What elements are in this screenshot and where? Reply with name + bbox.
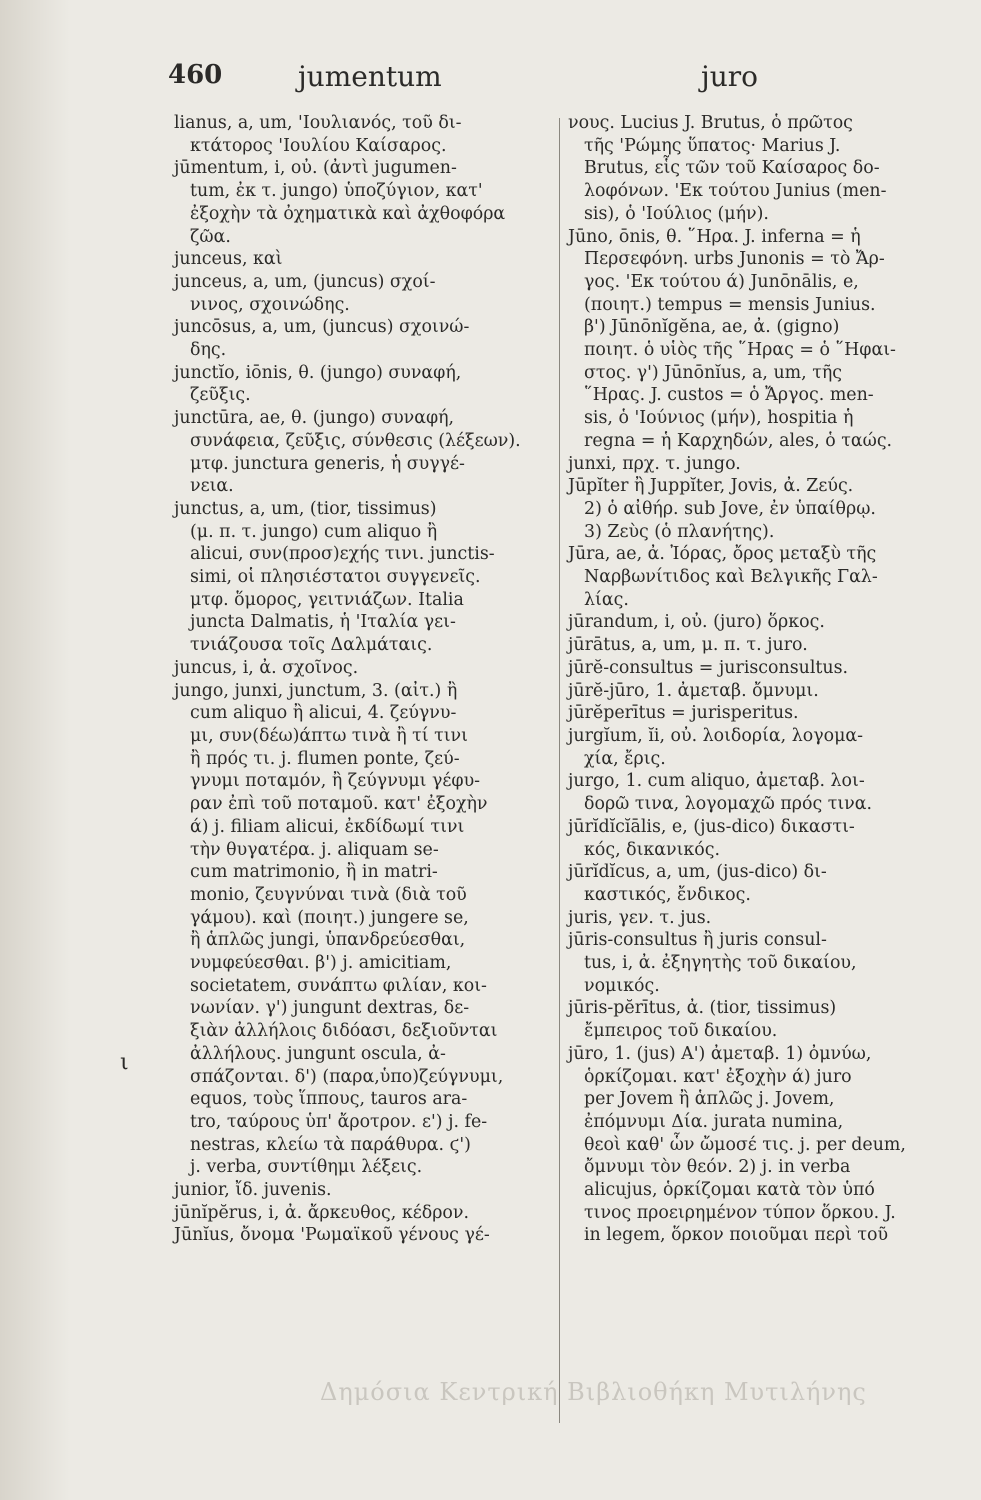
- entry-line: γνυμι ποταμόν, ἢ ζεύγνυμι γέφυ-: [190, 771, 481, 792]
- entry-line: γος. 'Εκ τούτου ά) Junōnālis, e,: [584, 271, 859, 292]
- entry-line: νυμφεύεσθαι. β') j. amicitiam,: [190, 953, 452, 974]
- entry-line: j. verba, συντίθημι λέξεις.: [190, 1157, 423, 1178]
- entry-headline: jungo, junxi, junctum, 3. (αἰτ.) ἢ: [174, 680, 458, 701]
- entry-line: (ποιητ.) tempus = mensis Junius.: [584, 294, 876, 315]
- entry-headline: Jūra, ae, ἀ. Ἰόρας, ὄρος μεταξὺ τῆς: [568, 544, 877, 565]
- dictionary-entry: [174, 248, 559, 271]
- entry-headline: Jūnĭus, ὄνομα 'Ρωμαϊκοῦ γένους γέ-: [174, 1225, 490, 1246]
- entry-line: μι, συν(δέω)άπτω τινὰ ἢ τί τινι: [190, 725, 468, 746]
- entry-headline: junctus, a, um, (tior, tissimus): [174, 498, 437, 519]
- guide-word-right: juro: [701, 60, 758, 93]
- dictionary-entry: [568, 929, 953, 997]
- entry-line: ζῶα.: [190, 226, 231, 247]
- entry-line: tus, i, ἀ. ἐξηγητὴς τοῦ δικαίου,: [584, 953, 857, 974]
- entry-line: νινος, σχοινώδης.: [190, 294, 350, 315]
- entry-headline: junceus, καὶ: [174, 249, 283, 270]
- dictionary-entry: [568, 770, 953, 815]
- entry-line: κός, δικανικός.: [584, 839, 721, 860]
- entry-line: ραν ἐπὶ τοῦ ποταμοῦ. κατ' ἐξοχὴν: [190, 794, 488, 815]
- dictionary-entry: [174, 498, 559, 657]
- entry-line: Brutus, εἷς τῶν τοῦ Καίσαρος δο-: [584, 158, 880, 179]
- entry-headline: jūrĭdĭcĭālis, e, (jus-dico) δικαστι-: [568, 816, 855, 837]
- dictionary-entry: [568, 861, 953, 906]
- entry-line: χία, ἔρις.: [584, 748, 666, 769]
- entry-line: sis), ὁ 'Ιούλιος (μήν).: [584, 203, 769, 224]
- dictionary-entry: [568, 997, 953, 1042]
- entry-line: monio, ζευγνύναι τινὰ (διὰ τοῦ: [190, 884, 467, 905]
- dictionary-entry: [174, 680, 559, 1179]
- entry-headline: junior, ἴδ. juvenis.: [174, 1180, 332, 1201]
- entry-line: λίας.: [584, 589, 629, 610]
- entry-headline: junctūra, ae, θ. (jungo) συναφή,: [174, 408, 455, 429]
- entry-line: γάμου). καὶ (ποιητ.) jungere se,: [190, 907, 469, 928]
- entry-line: ῞Ηρας. J. custos = ὁ Ἄργος. men-: [584, 385, 874, 406]
- left-column: [174, 112, 559, 1247]
- entry-line: τνιάζουσα τοῖς Δαλμάταις.: [190, 635, 433, 656]
- entry-headline: jūro, 1. (jus) Α') ἀμεταβ. 1) ὀμνύω,: [568, 1043, 872, 1064]
- entry-headline: jūmentum, i, οὐ. (ἀντὶ jugumen-: [174, 158, 457, 179]
- entry-line: 3) Ζεὺς (ὁ πλανήτης).: [584, 521, 775, 542]
- entry-line: nestras, κλείω τὰ παράθυρα. ϛ'): [190, 1134, 471, 1155]
- entry-headline: junxi, πρχ. τ. jungo.: [568, 453, 741, 474]
- entry-line: τῆς 'Ρώμης ὕπατος· Marius J.: [584, 135, 841, 156]
- entry-line: juncta Dalmatis, ἡ 'Ιταλία γει-: [190, 612, 456, 633]
- dictionary-entry: [568, 112, 953, 226]
- entry-line: ὁρκίζομαι. κατ' ἐξοχὴν ά) juro: [584, 1066, 852, 1087]
- entry-line: cum aliquo ἢ alicui, 4. ζεύγνυ-: [190, 703, 457, 724]
- margin-mark: ι: [120, 1050, 129, 1075]
- page-header: [168, 60, 818, 100]
- entry-line: μτφ. junctura generis, ἡ συγγέ-: [190, 453, 465, 474]
- entry-line: per Jovem ἢ ἁπλῶς j. Jovem,: [584, 1089, 835, 1110]
- entry-headline: juncus, i, ἀ. σχοῖνος.: [174, 657, 359, 678]
- dictionary-entry: [174, 1179, 559, 1202]
- dictionary-entry: [568, 816, 953, 861]
- dictionary-entry: [568, 475, 953, 543]
- dictionary-entry: [174, 157, 559, 248]
- entry-line: in legem, ὅρκον ποιοῦμαι περὶ τοῦ: [584, 1225, 889, 1246]
- dictionary-entry: [174, 271, 559, 316]
- column-divider: [559, 118, 560, 1423]
- entry-line: ζεῦξις.: [190, 385, 251, 406]
- entry-line: cum matrimonio, ἢ in matri-: [190, 862, 438, 883]
- entry-line: regna = ἡ Καρχηδών, ales, ὁ ταώς.: [584, 430, 893, 451]
- entry-line: ἐξοχὴν τὰ ὀχηματικὰ καὶ ἀχθοφόρα: [190, 203, 506, 224]
- entry-headline: juris, γεν. τ. jus.: [568, 907, 712, 928]
- entry-line: νομικός.: [584, 975, 660, 996]
- entry-headline: junctĭo, iōnis, θ. (jungo) συναφή,: [174, 362, 462, 383]
- entry-headline: jūris-consultus ἢ juris consul-: [568, 930, 827, 951]
- entry-line: συνάφεια, ζεῦξις, σύνθεσις (λέξεων).: [190, 430, 521, 451]
- dictionary-entry: [568, 634, 953, 657]
- entry-line: μτφ. ὅμορος, γειτνιάζων. Italia: [190, 589, 464, 610]
- dictionary-entry: [568, 725, 953, 770]
- entry-headline: jūnĭpĕrus, i, ἀ. ἄρκευθος, κέδρον.: [174, 1202, 469, 1223]
- dictionary-entry: [568, 543, 953, 611]
- entry-line: λοφόνων. 'Εκ τούτου Junius (men-: [584, 181, 887, 202]
- entry-line: alicui, συν(προσ)εχής τινι. junctis-: [190, 544, 495, 565]
- entry-headline: νους. Lucius J. Brutus, ὁ πρῶτος: [568, 113, 853, 133]
- entry-line: ξιὰν ἀλλήλοις διδόασι, δεξιοῦνται: [190, 1021, 498, 1042]
- entry-line: tro, ταύρους ὑπ' ἄροτρον. ε') j. fe-: [190, 1111, 488, 1132]
- gutter-shadow: [0, 0, 70, 1500]
- dictionary-entry: [174, 1224, 559, 1247]
- entry-line: νεια.: [190, 476, 234, 497]
- entry-line: ἔμπειρος τοῦ δικαίου.: [584, 1021, 778, 1042]
- dictionary-entry: [174, 407, 559, 498]
- entry-line: τὴν θυγατέρα. j. aliquam se-: [190, 839, 439, 860]
- entry-headline: lianus, a, um, 'Ιουλιανός, τοῦ δι-: [174, 113, 462, 133]
- entry-headline: jurgĭum, ĭi, οὐ. λοιδορία, λογομα-: [568, 725, 863, 746]
- entry-headline: jūrĕ-consultus = jurisconsultus.: [568, 657, 849, 678]
- dictionary-entry: [174, 316, 559, 361]
- page-number: 460: [168, 60, 223, 90]
- right-column: [568, 112, 953, 1247]
- entry-headline: Jūno, ōnis, θ. ῞Ηρα. J. inferna = ἡ: [568, 226, 861, 247]
- entry-line: ἢ ἁπλῶς jungi, ὑπανδρεύεσθαι,: [190, 930, 466, 951]
- entry-line: equos, τοὺς ἵππους, tauros ara-: [190, 1089, 468, 1110]
- dictionary-entry: [568, 680, 953, 703]
- entry-line: σπάζονται. δ') (παρα,ὑπο)ζεύγνυμι,: [190, 1066, 504, 1087]
- entry-line: ἢ πρός τι. j. flumen ponte, ζεύ-: [190, 748, 460, 769]
- entry-line: Περσεφόνη. urbs Junonis = τὸ Ἄρ-: [584, 249, 885, 270]
- entry-headline: jūris-pĕrītus, ἀ. (tior, tissimus): [568, 998, 837, 1019]
- entry-line: 2) ὁ αἰθήρ. sub Jove, ἐν ὑπαίθρῳ.: [584, 498, 876, 519]
- entry-line: societatem, συνάπτω φιλίαν, κοι-: [190, 975, 487, 996]
- entry-line: ποιητ. ὁ υἱὸς τῆς ῞Ηρας = ὁ ῞Ηφαι-: [584, 340, 896, 361]
- entry-headline: jūrātus, a, um, μ. π. τ. juro.: [568, 635, 808, 656]
- entry-line: στος. γ') Jūnōnĭus, a, um, τῆς: [584, 362, 842, 383]
- entry-line: ἐπόμνυμι Δία. jurata numina,: [584, 1111, 844, 1132]
- entry-headline: juncōsus, a, um, (juncus) σχοινώ-: [174, 317, 470, 338]
- entry-line: β') Jūnōnĭgĕna, ae, ἀ. (gigno): [584, 317, 840, 338]
- entry-headline: Jūpĭter ἢ Juppĭter, Jovis, ἀ. Ζεύς.: [568, 476, 854, 497]
- dictionary-entry: [568, 226, 953, 453]
- entry-headline: jūrĭdĭcus, a, um, (jus-dico) δι-: [568, 862, 827, 883]
- dictionary-entry: [568, 453, 953, 476]
- entry-line: δης.: [190, 340, 227, 361]
- entry-line: (μ. π. τ. jungo) cum aliquo ἢ: [190, 521, 438, 542]
- guide-word-left: jumentum: [298, 60, 442, 93]
- entry-line: νωνίαν. γ') jungunt dextras, δε-: [190, 998, 470, 1019]
- dictionary-entry: [174, 362, 559, 407]
- dictionary-entry: [568, 702, 953, 725]
- entry-line: tum, ἐκ τ. jungo) ὑποζύγιον, κατ': [190, 181, 483, 202]
- entry-headline: jūrĕ-jūro, 1. ἀμεταβ. ὄμνυμι.: [568, 680, 819, 701]
- entry-headline: jurgo, 1. cum aliquo, ἀμεταβ. λοι-: [568, 771, 865, 792]
- entry-line: δορῶ τινα, λογομαχῶ πρός τινα.: [584, 794, 873, 815]
- dictionary-entry: [174, 657, 559, 680]
- library-stamp: Δημόσια Κεντρική Βιβλιοθήκη Μυτιλήνης: [320, 1378, 867, 1406]
- entry-line: Ναρβωνίτιδος καὶ Βελγικῆς Γαλ-: [584, 567, 878, 588]
- dictionary-entry: [174, 1202, 559, 1225]
- entry-line: ά) j. filiam alicui, ἐκδίδωμί τινι: [190, 816, 465, 837]
- entry-headline: jūrandum, i, οὐ. (juro) ὅρκος.: [568, 612, 825, 633]
- entry-line: sis, ὁ 'Ιούνιος (μήν), hospitia ἡ: [584, 408, 854, 429]
- entry-headline: junceus, a, um, (juncus) σχοί-: [174, 271, 436, 292]
- entry-line: θεοὶ καθ' ὧν ὤμοσέ τις. j. per deum,: [584, 1134, 906, 1155]
- entry-line: alicujus, ὁρκίζομαι κατὰ τὸν ὑπό: [584, 1180, 875, 1201]
- dictionary-entry: [568, 907, 953, 930]
- entry-line: κτάτορος 'Ιουλίου Καίσαρος.: [190, 135, 447, 156]
- entry-line: ὄμνυμι τὸν θεόν. 2) j. in verba: [584, 1157, 851, 1178]
- dictionary-entry: [568, 611, 953, 634]
- dictionary-entry: [568, 1043, 953, 1247]
- dictionary-entry: [174, 112, 559, 157]
- entry-headline: jūrĕperītus = jurisperitus.: [568, 703, 799, 724]
- entry-line: simi, οἱ πλησιέστατοι συγγενεῖς.: [190, 567, 481, 588]
- dictionary-entry: [568, 657, 953, 680]
- entry-line: τινος προειρημένον τύπον ὅρκου. J.: [584, 1202, 896, 1223]
- entry-line: καστικός, ἔνδικος.: [584, 884, 751, 905]
- entry-line: ἀλλήλους. jungunt oscula, ἀ-: [190, 1043, 446, 1064]
